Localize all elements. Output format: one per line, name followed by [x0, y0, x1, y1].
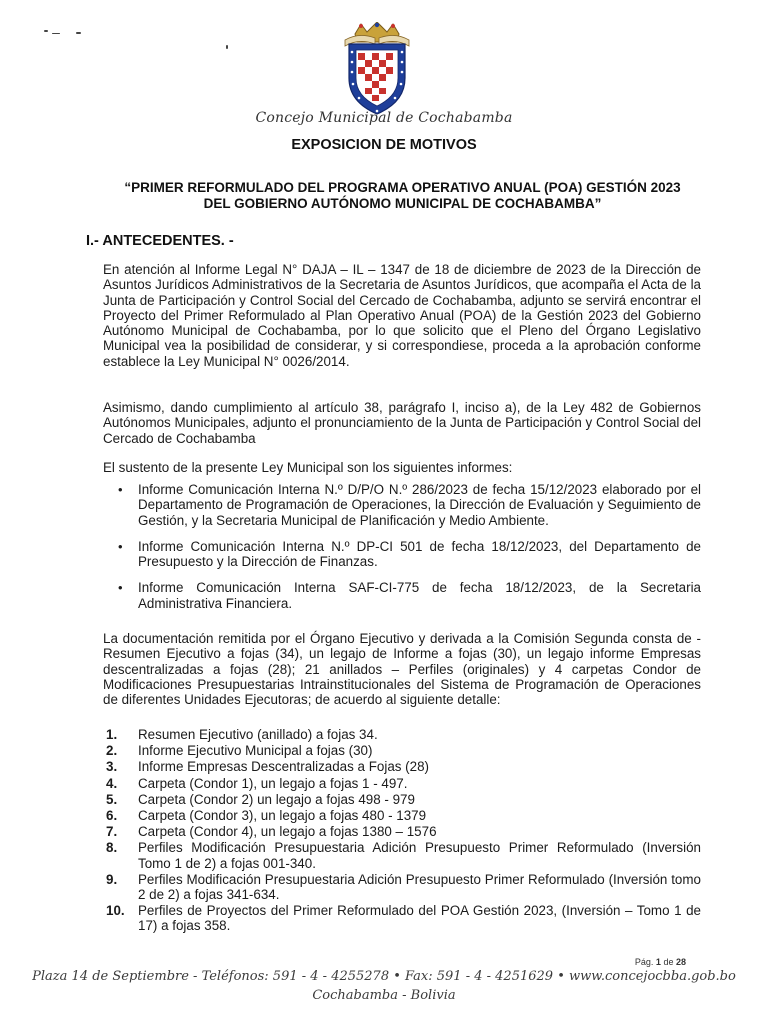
list-item-text: Perfiles Modificación Presupuestaria Adición Presupuesto Primer Reformulado (Inversión Tomo 1 de 2) a fojas 001-340. [138, 840, 701, 871]
coat-of-arms-logo [339, 22, 415, 116]
paragraph-intro: En atención al Informe Legal N° DAJA – IL – 1347 de 18 de diciembre de 2023 de la Dirección de Asuntos Jurídicos Administrativos de la Secretaria de Asuntos Jurídicos, que acompaña el Acta de la Junta de Participación y Control Social del Cercado de Cochabamba, adjunto se servirá encontrar el Proyecto del Primer Reformulado al Plan Operativo Anual (POA) de la Gestión 2023 del Gobierno Autónomo Municipal de Cochabamba, por lo que solicito que el Pleno del Órgano Legislativo Municipal vea la posibilidad de considerar, y si correspondiese, proceda a la aprobación conforme establece la Ley Municipal N° 0026/2014. [103, 262, 701, 369]
list-item-text: Informe Ejecutivo Municipal a fojas (30) [138, 743, 373, 759]
bullet-icon: • [118, 580, 123, 596]
section-heading: I.- ANTECEDENTES. - [86, 233, 234, 249]
list-item [103, 759, 701, 774]
document-title: EXPOSICION DE MOTIVOS [291, 137, 477, 153]
list-item-text: Informe Comunicación Interna SAF-CI-775 de fecha 18/12/2023, de la Secretaria Administrativa Financiera. [138, 580, 701, 611]
list-item-text: Perfiles de Proyectos del Primer Reformulado del POA Gestión 2023, (Inversión – Tomo 1 de 17) a fojas 358. [138, 903, 701, 934]
list-number: 1. [106, 727, 118, 742]
list-item-text: Carpeta (Condor 2) un legajo a fojas 498 - 979 [138, 791, 415, 807]
page-total: 28 [675, 957, 686, 967]
list-item [103, 743, 701, 758]
scan-speck [52, 33, 60, 34]
list-item-text: Informe Comunicación Interna N.º D/P/O N.º 286/2023 de fecha 15/12/2023 elaborado por el Departamento de Programación de Operaciones, la Dirección de Evaluación y Seguimiento de Gestión, y la Secretaria Municipal de Planificación y Medio Ambiente. [138, 482, 701, 528]
list-item-text: Informe Empresas Descentralizadas a Fojas (28) [138, 759, 429, 775]
list-number: 6. [106, 808, 118, 824]
list-number: 5. [106, 791, 118, 807]
list-item [103, 580, 701, 611]
list-item-text: Informe Comunicación Interna N.º DP-CI 501 de fecha 18/12/2023, del Departamento de Presupuesto y la Dirección de Finanzas. [138, 538, 701, 570]
paragraph-documentation: La documentación remitida por el Órgano Ejecutivo y derivada a la Comisión Segunda consta de - Resumen Ejecutivo a fojas (34), un legajo de Informe a fojas (30), un legajo informe Empresas descentralizadas a fojas (28); 21 anillados – Perfiles (originales) y 4 carpetas Condor de Modificaciones Presupuestarias Intrainstitucionales del Sistema de Programación de Operaciones de diferentes Unidades Ejecutoras; de acuerdo al siguiente detalle: [103, 631, 701, 708]
bullet-icon: • [118, 482, 123, 497]
list-item-text: Carpeta (Condor 4), un legajo a fojas 1380 – 1576 [138, 824, 437, 840]
main-heading: “PRIMER REFORMULADO DEL PROGRAMA OPERATIVO ANUAL (POA) GESTIÓN 2023 DEL GOBIERNO AUTÓNOMO MUNICIPAL DE COCHABAMBA” [124, 180, 681, 211]
page-current: 1 [655, 957, 661, 967]
list-number: 7. [106, 824, 118, 840]
reports-list [103, 482, 701, 622]
page-number [635, 957, 686, 967]
page-sep: de [663, 957, 674, 967]
list-item [103, 727, 701, 742]
list-item [103, 539, 701, 570]
bullet-icon: • [118, 538, 123, 554]
list-number: 9. [106, 871, 118, 887]
list-item [103, 840, 701, 870]
list-item-text: Resumen Ejecutivo (anillado) a fojas 34. [138, 727, 378, 742]
list-item [103, 808, 701, 823]
list-item-text: Carpeta (Condor 1), un legajo a fojas 1 - 497. [138, 775, 408, 791]
scan-speck [76, 32, 81, 34]
list-item [103, 482, 701, 528]
list-item [103, 824, 701, 839]
list-item [103, 792, 701, 807]
list-number: 4. [106, 775, 118, 791]
list-number: 2. [106, 743, 118, 759]
list-number: 10. [106, 903, 125, 919]
list-item-text: Perfiles Modificación Presupuestaria Adición Presupuesto Primer Reformulado (Inversión tomo 2 de 2) a fojas 341-634. [138, 871, 701, 903]
scan-speck [226, 45, 228, 49]
organization-name: Concejo Municipal de Cochabamba [255, 110, 513, 126]
paragraph-law-482: Asimismo, dando cumplimiento al artículo 38, parágrafo I, inciso a), de la Ley 482 de Gobiernos Autónomos Municipales, adjunto el pronunciamiento de la Junta de Participación y Control Social del Cercado de Cochabamba [103, 400, 701, 446]
list-item [103, 903, 701, 933]
page-label: Pág. [634, 957, 654, 967]
list-item [103, 776, 701, 791]
scan-speck [44, 30, 48, 32]
list-number: 8. [106, 840, 118, 856]
paragraph-reports-intro: El sustento de la presente Ley Municipal son los siguientes informes: [103, 460, 513, 475]
footer-address: Plaza 14 de Septiembre - Teléfonos: 591 - 4 - 4255278 • Fax: 591 - 4 - 4251629 • www.concejocbba.gob.bo [32, 969, 736, 984]
footer-city: Cochabamba - Bolivia [312, 988, 456, 1003]
documentation-list [103, 727, 701, 935]
list-item-text: Carpeta (Condor 3), un legajo a fojas 480 - 1379 [138, 808, 427, 824]
list-item [103, 872, 701, 902]
list-number: 3. [106, 759, 118, 775]
